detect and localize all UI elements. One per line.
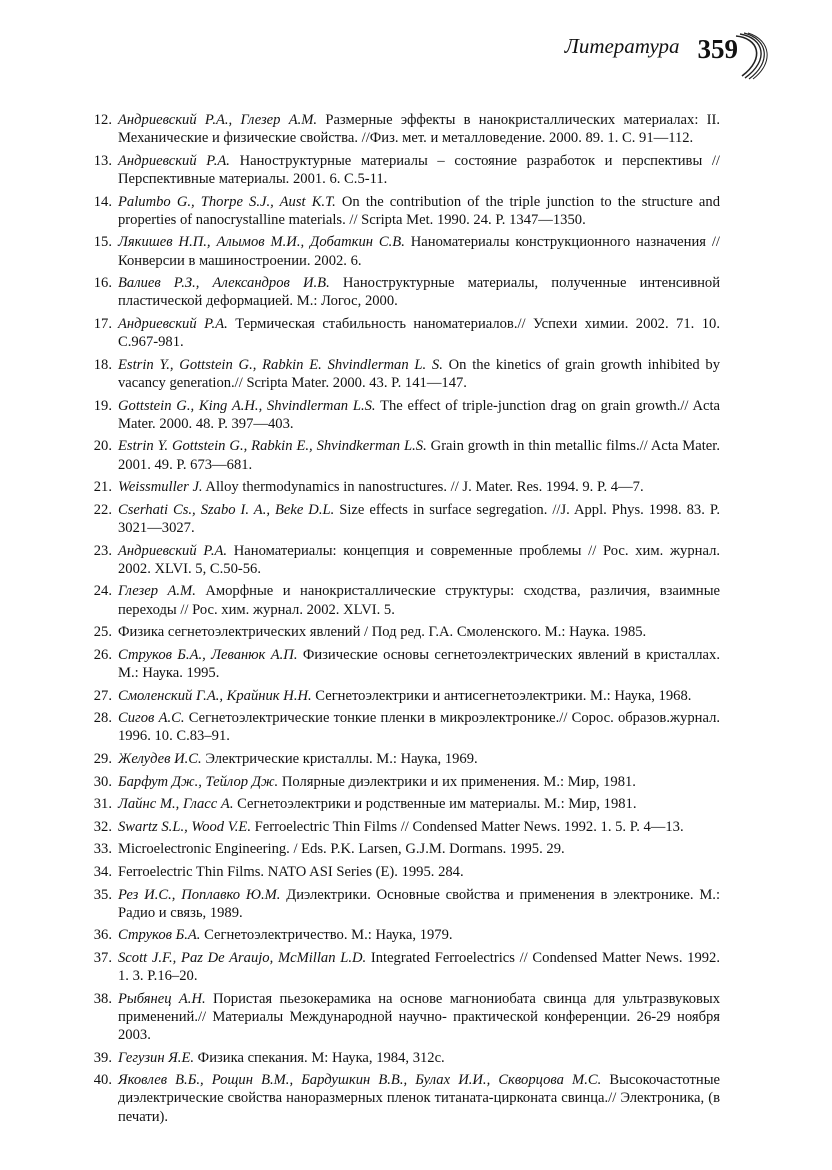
reference-list — [93, 111, 721, 1130]
reference-item — [93, 356, 720, 392]
running-title: Литература — [564, 34, 680, 58]
reference-text: On the contribution of the triple junction to the structure and properties of nanocrystalline materials. // Scripta Met. 1990. 24. P. 1347—1350. — [118, 193, 720, 228]
reference-text: Microelectronic Engineering. / Eds. P.K. Larsen, G.J.M. Dormans. 1995. 29. — [118, 841, 565, 858]
reference-item — [93, 315, 720, 351]
reference-item — [93, 646, 720, 682]
reference-authors: Валиев Р.З., Александров И.В. — [118, 275, 330, 292]
reference-number: 27. — [93, 687, 112, 704]
reference-authors: Cserhati Cs., Szabo I. A., Beke D.L. — [118, 501, 335, 518]
reference-text: Сегнетоэлектрики и антисегнетоэлектрики. М.: Наука, 1968. — [311, 687, 692, 704]
reference-authors: Андриевский Р.А., Глезер А.М. — [118, 112, 318, 128]
reference-authors: Weissmuller J. — [118, 479, 203, 496]
reference-text: Аморфные и нанокристаллические структуры: сходства, различия, взаимные переходы // Рос. хим. журнал. 2002. XLVI. 5. — [118, 583, 720, 618]
reference-number: 37. — [93, 949, 112, 966]
reference-text: Наноструктурные материалы – состояние разработок и перспективы // Перспективные материалы. 2001. 6. С.5-11. — [118, 152, 720, 187]
reference-text: Grain growth in thin metallic films.// Acta Mater. 2001. 49. P. 673—681. — [118, 438, 720, 473]
reference-item — [93, 886, 720, 922]
reference-item — [93, 773, 720, 791]
reference-number: 28. — [93, 710, 112, 727]
reference-item — [93, 437, 720, 473]
reference-item — [93, 233, 720, 269]
reference-authors: Рыбянец А.Н. — [118, 990, 206, 1007]
reference-item — [93, 152, 720, 188]
reference-authors: Estrin Y. Gottstein G., Rabkin E., Shvindkerman L.S. — [118, 438, 427, 455]
reference-text: Наноматериалы: концепция и современные проблемы // Рос. хим. журнал. 2002. XLVI. 5, С.50-56. — [118, 542, 720, 577]
reference-number: 21. — [93, 479, 112, 496]
reference-item — [93, 623, 720, 641]
reference-number: 33. — [93, 841, 112, 858]
reference-authors: Барфут Дж., Тейлор Дж. — [118, 773, 279, 790]
reference-item — [93, 818, 720, 836]
reference-number: 40. — [93, 1072, 112, 1089]
reference-item — [93, 687, 720, 705]
reference-authors: Swartz S.L., Wood V.E. — [118, 818, 251, 835]
reference-number: 17. — [93, 315, 112, 332]
reference-number: 34. — [93, 863, 112, 880]
reference-item — [93, 709, 720, 745]
reference-item — [93, 582, 720, 618]
reference-text: Физика сегнетоэлектрических явлений / Под ред. Г.А. Смоленского. М.: Наука. 1985. — [118, 624, 647, 641]
reference-number: 38. — [93, 990, 112, 1007]
reference-item — [93, 478, 720, 496]
reference-authors: Андриевский Р.А. — [118, 315, 228, 332]
reference-text: Сегнетоэлектрики и родственные им материалы. М.: Мир, 1981. — [233, 796, 637, 813]
reference-authors: Рез И.С., Поплавко Ю.М. — [118, 886, 281, 903]
reference-item — [93, 193, 720, 229]
reference-item — [93, 397, 720, 433]
reference-item — [93, 795, 720, 813]
reference-number: 19. — [93, 397, 112, 414]
reference-number: 22. — [93, 501, 112, 518]
reference-text: Пористая пьезокерамика на основе магнониобата свинца для ультразвуковых применений.// Материалы Международной научно- практической конференции. 26-29 ноября 2003. — [118, 990, 720, 1044]
reference-item — [93, 863, 720, 881]
reference-authors: Желудев И.С. — [118, 750, 202, 767]
reference-authors: Palumbo G., Thorpe S.J., Aust K.T. — [118, 193, 336, 210]
reference-authors: Андриевский Р.А. — [118, 152, 230, 169]
reference-item — [93, 542, 720, 578]
reference-item — [93, 750, 720, 768]
reference-authors: Лайнс М., Гласс А. — [118, 796, 234, 813]
reference-text: Физика спекания. М: Наука, 1984, 312с. — [194, 1049, 445, 1066]
reference-authors: Яковлев В.Б., Рощин В.М., Бардушкин В.В., Булах И.И., Скворцова М.С. — [118, 1072, 602, 1089]
reference-number: 31. — [93, 796, 112, 813]
reference-item — [93, 111, 721, 147]
reference-text: Alloy thermodynamics in nanostructures. // J. Mater. Res. 1994. 9. P. 4—7. — [202, 479, 644, 496]
reference-authors: Смоленский Г.А., Крайник Н.Н. — [118, 687, 312, 704]
reference-text: The effect of triple-junction drag on grain growth.// Acta Mater. 2000. 48. P. 397—403. — [118, 397, 720, 432]
reference-authors: Gottstein G., King A.H., Shvindlerman L.S. — [118, 397, 376, 414]
reference-authors: Сигов А.С. — [118, 710, 185, 727]
reference-authors: Струков Б.А., Леванюк А.П. — [118, 646, 298, 663]
reference-text: Электрические кристаллы. М.: Наука, 1969. — [201, 750, 478, 767]
reference-text: Size effects in surface segregation. //J. Appl. Phys. 1998. 83. P. 3021—3027. — [118, 501, 720, 536]
reference-text: Термическая стабильность наноматериалов.// Успехи химии. 2002. 71. 10. С.967-981. — [118, 315, 720, 351]
reference-number: 30. — [93, 773, 112, 790]
reference-number: 18. — [93, 356, 112, 373]
reference-text: Integrated Ferroelectrics // Condensed Matter News. 1992. 1. 3. P.16–20. — [118, 949, 720, 985]
reference-text: Наноматериалы конструкционного назначения // Конверсии в машиностроении. 2002. 6. — [118, 234, 720, 269]
reference-text: Диэлектрики. Основные свойства и применения в электронике. М.: Радио и связь, 1989. — [118, 886, 720, 921]
reference-text: Ferroelectric Thin Films. NATO ASI Series (E). 1995. 284. — [118, 863, 464, 880]
reference-number: 16. — [93, 275, 112, 292]
reference-item — [93, 274, 720, 310]
reference-item — [93, 1071, 720, 1126]
reference-authors: Scott J.F., Paz De Araujo, McMillan L.D. — [118, 949, 367, 966]
reference-item — [93, 501, 720, 537]
reference-authors: Лякишев Н.П., Алымов М.И., Добаткин С.В. — [118, 234, 405, 251]
reference-text: Ferroelectric Thin Films // Condensed Matter News. 1992. 1. 5. P. 4—13. — [251, 818, 684, 835]
reference-number: 32. — [93, 818, 112, 835]
page-number: 359 — [697, 34, 738, 64]
reference-authors: Струков Б.А. — [118, 927, 201, 944]
reference-text: Размерные эффекты в нанокристаллических материалах: II. Механические и физические свойства. //Физ. мет. и металловедение. 2000. 89. 1. С. 91—112. — [118, 112, 721, 147]
reference-item — [93, 990, 720, 1045]
reference-item — [93, 840, 720, 858]
reference-text: Сегнетоэлектричество. М.: Наука, 1979. — [200, 927, 453, 944]
reference-number: 23. — [93, 542, 112, 559]
reference-number: 15. — [93, 234, 112, 251]
reference-text: On the kinetics of grain growth inhibited by vacancy generation.// Scripta Mater. 2000. 43. P. 141—147. — [118, 356, 720, 391]
page-number-swirl-icon — [732, 30, 768, 80]
reference-text: Сегнетоэлектрические тонкие пленки в микроэлектронике.// Сорос. образов.журнал. 1996. 10. С.83–91. — [118, 710, 720, 745]
reference-text: Высокочастотные диэлектрические свойства наноразмерных пленок титаната-цирконата свинца.// Электроника, (в печати). — [118, 1072, 720, 1125]
reference-number: 13. — [93, 152, 112, 169]
page-header — [565, 36, 738, 63]
reference-text: Полярные диэлектрики и их применения. М.: Мир, 1981. — [278, 773, 636, 790]
reference-number: 14. — [93, 193, 112, 210]
reference-number: 20. — [93, 438, 112, 455]
reference-item — [93, 949, 720, 985]
reference-number: 25. — [93, 624, 112, 641]
reference-number: 12. — [93, 112, 112, 128]
reference-item — [93, 1049, 720, 1067]
reference-number: 35. — [93, 886, 112, 903]
reference-number: 39. — [93, 1049, 112, 1066]
reference-item — [93, 926, 720, 944]
reference-number: 24. — [93, 583, 112, 600]
reference-authors: Гегузин Я.Е. — [118, 1049, 195, 1066]
reference-text: Физические основы сегнетоэлектрических явлений в кристаллах. М.: Наука. 1995. — [118, 646, 720, 681]
reference-number: 26. — [93, 646, 112, 663]
reference-authors: Estrin Y., Gottstein G., Rabkin E. Shvindlerman L. S. — [118, 356, 443, 373]
reference-number: 36. — [93, 927, 112, 944]
reference-number: 29. — [93, 750, 112, 767]
reference-authors: Андриевский Р.А. — [118, 542, 228, 559]
reference-text: Наноструктурные материалы, полученные интенсивной пластической деформацией. М.: Логос, 2000. — [118, 275, 720, 310]
reference-authors: Глезер А.М. — [118, 583, 196, 600]
